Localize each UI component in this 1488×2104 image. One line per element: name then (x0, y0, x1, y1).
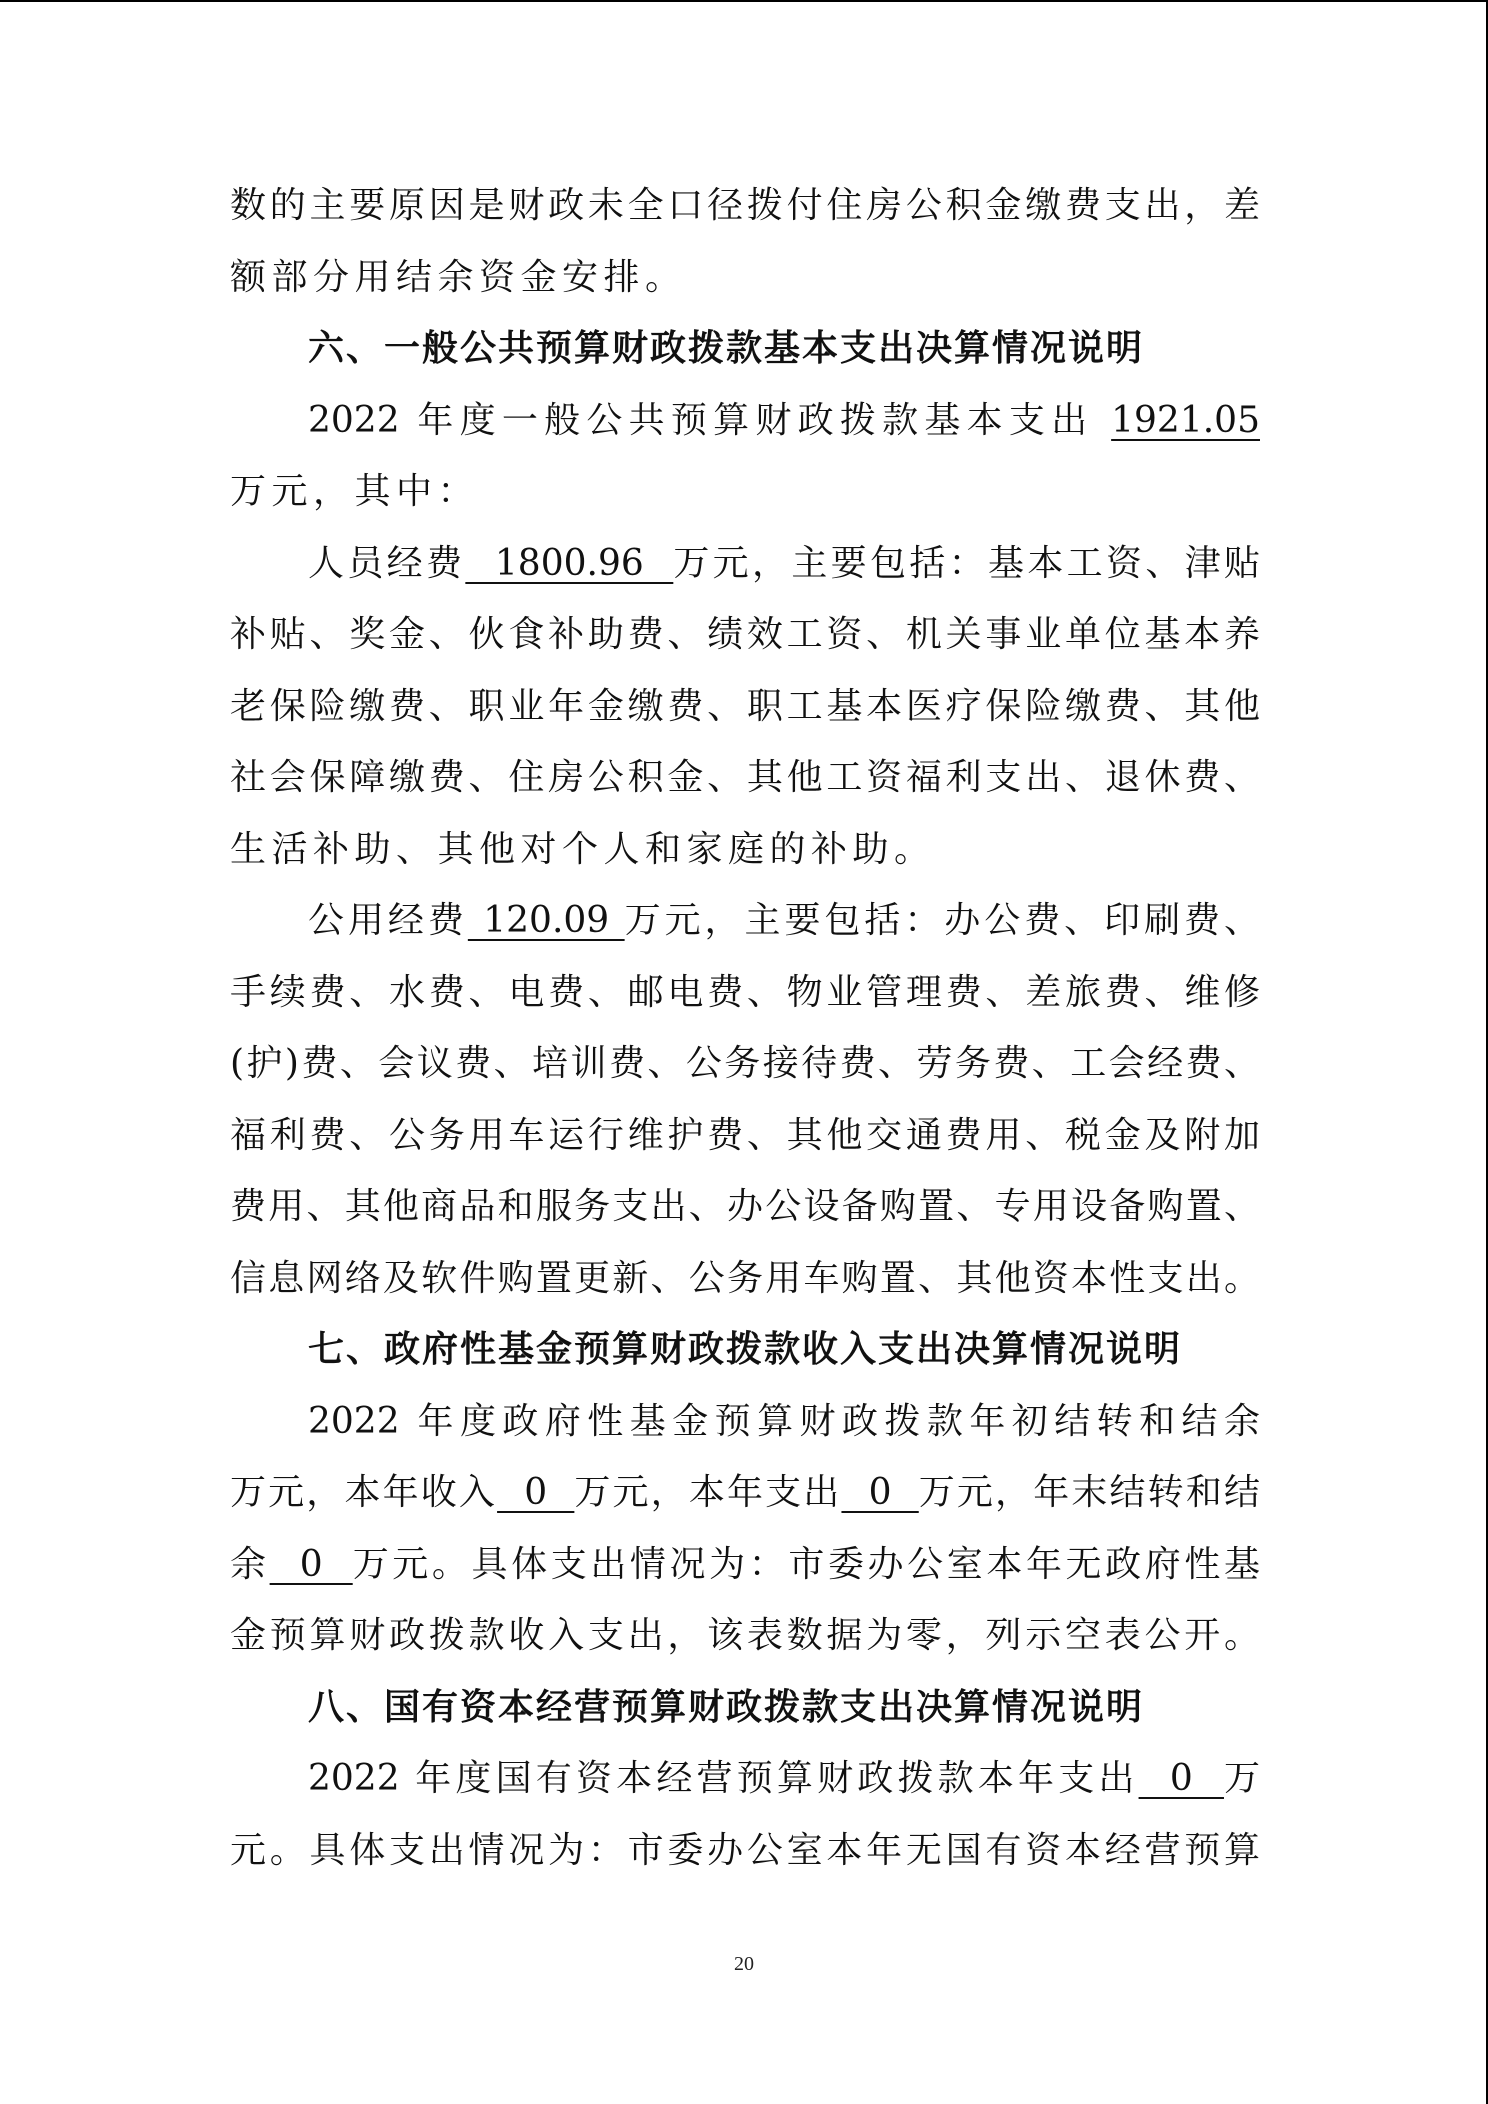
page-top-border (0, 0, 1488, 2)
text-segment: 生活补助、其他对个人和家庭的补助。 (230, 828, 936, 870)
paragraph-line (230, 170, 1260, 242)
underlined-amount: 0 (841, 1472, 919, 1513)
text-segment: 万元。具体支出情况为：市委办公室本年无政府性基 (352, 1543, 1260, 1585)
text-segment: 信息网络及软件购置更新、公务用车购置、其他资本性支出。 (230, 1257, 1260, 1299)
text-segment: 万元，主要包括：基本工资、津贴 (673, 542, 1260, 584)
text-segment: 补贴、奖金、伙食补助费、绩效工资、机关事业单位基本养 (230, 614, 1260, 655)
text-segment: 八、国有资本经营预算财政拨款支出决算情况说明 (308, 1686, 1145, 1728)
text-segment: 数的主要原因是财政未全口径拨付住房公积金缴费支出，差 (230, 185, 1260, 226)
paragraph-line (230, 1529, 1260, 1601)
text-segment: (护)费、会议费、培训费、公务接待费、劳务费、工会经费、 (230, 1043, 1260, 1084)
text-segment: 万 (1223, 1758, 1260, 1799)
paragraph-line (230, 1171, 1260, 1243)
text-segment: 元。具体支出情况为：市委办公室本年无国有资本经营预算 (230, 1829, 1260, 1871)
text-segment: 万元，其中： (230, 471, 480, 512)
text-segment: 额部分用结余资金安排。 (230, 256, 687, 298)
paragraph-line (230, 671, 1260, 743)
text-segment: 金预算财政拨款收入支出，该表数据为零，列示空表公开。 (230, 1615, 1260, 1656)
section-heading (230, 1314, 1260, 1386)
text-segment: 万元，本年支出 (574, 1472, 842, 1513)
paragraph-line (230, 1457, 1260, 1529)
paragraph-line (230, 456, 1260, 528)
paragraph-line (230, 1100, 1260, 1172)
text-segment: 余 (230, 1543, 270, 1585)
paragraph-line (230, 814, 1260, 886)
paragraph-line (230, 1600, 1260, 1672)
text-segment: 公用经费 (308, 900, 468, 941)
underlined-amount: 0 (1138, 1758, 1224, 1799)
text-segment: 手续费、水费、电费、邮电费、物业管理费、差旅费、维修 (230, 971, 1260, 1013)
paragraph-line (230, 385, 1260, 457)
text-segment: 万元，年末结转和结 (918, 1472, 1260, 1513)
paragraph-line (230, 242, 1260, 314)
section-heading (230, 1672, 1260, 1744)
text-segment: 2022 年度政府性基金预算财政拨款年初结转和结余 (308, 1400, 1260, 1442)
text-segment: 社会保障缴费、住房公积金、其他工资福利支出、退休费、 (230, 757, 1260, 798)
paragraph-line (230, 957, 1260, 1029)
paragraph-line (230, 742, 1260, 814)
paragraph-line (230, 885, 1260, 957)
paragraph-line (230, 1386, 1260, 1458)
document-body (230, 170, 1260, 1886)
paragraph-line (230, 599, 1260, 671)
text-segment: 万元，主要包括：办公费、印刷费、 (624, 900, 1260, 941)
section-heading (230, 313, 1260, 385)
paragraph-line (230, 1028, 1260, 1100)
text-segment: 六、一般公共预算财政拨款基本支出决算情况说明 (308, 328, 1145, 369)
paragraph-line (230, 1243, 1260, 1315)
paragraph-line (230, 1815, 1260, 1887)
text-segment: 人员经费 (308, 542, 466, 584)
underlined-amount: 1921.05 (1111, 399, 1260, 441)
text-segment: 七、政府性基金预算财政拨款收入支出决算情况说明 (308, 1329, 1183, 1370)
text-segment: 福利费、公务用车运行维护费、其他交通费用、税金及附加 (230, 1114, 1260, 1156)
text-segment: 2022 年度国有资本经营预算财政拨款本年支出 (308, 1758, 1139, 1799)
paragraph-line (230, 528, 1260, 600)
text-segment: 万元，本年收入 (230, 1472, 498, 1513)
underlined-amount: 120.09 (467, 900, 625, 941)
paragraph-line (230, 1743, 1260, 1815)
text-segment: 费用、其他商品和服务支出、办公设备购置、专用设备购置、 (230, 1186, 1260, 1227)
underlined-amount: 1800.96 (465, 542, 674, 584)
page-number: 20 (734, 1953, 754, 1975)
text-segment: 2022 年度一般公共预算财政拨款基本支出 (308, 399, 1112, 441)
text-segment: 老保险缴费、职业年金缴费、职工基本医疗保险缴费、其他 (230, 685, 1260, 727)
underlined-amount: 0 (497, 1472, 575, 1513)
underlined-amount: 0 (269, 1543, 353, 1585)
